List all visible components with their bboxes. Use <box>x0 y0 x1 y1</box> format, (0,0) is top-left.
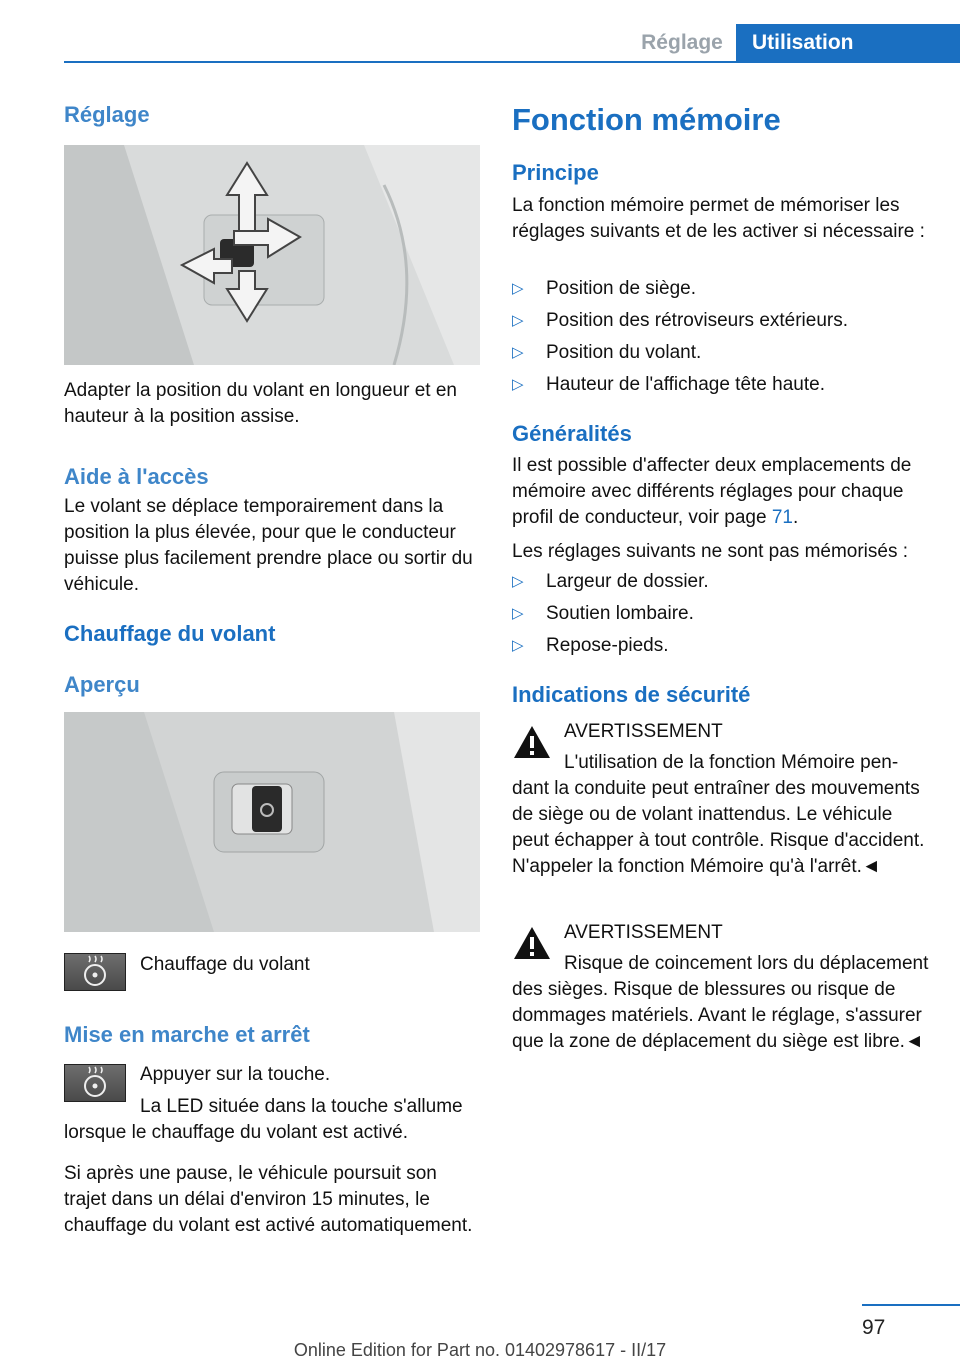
heating-button-photo <box>64 712 480 932</box>
page-number: 97 <box>862 1316 886 1339</box>
header-rule <box>64 61 960 63</box>
footer-rule <box>862 1304 960 1306</box>
heating-button-illustration <box>64 712 480 932</box>
bullet-triangle-icon: ▷ <box>512 280 524 297</box>
heading-principe: Principe <box>512 160 599 185</box>
list-item: ▷ Position du volant. <box>512 340 928 372</box>
list-item: ▷ Repose-pieds. <box>512 633 928 665</box>
paragraph-pause: Si après une pause, le véhicule poursuit son trajet dans un délai d'environ 15 minutes, le chauffage du volant est activé automatiquement. <box>64 1163 473 1236</box>
list-not-memorised <box>512 569 928 665</box>
warning-2-text: Risque de coincement lors du déplacement des sièges. Risque de blessures ou risque de dommages matériels. Avant le réglage, s'assurer que la zone de déplacement du siège est libre.◄ <box>512 953 929 1052</box>
bullet-triangle-icon: ▷ <box>512 573 524 590</box>
paragraph-aide-acces: Le volant se déplace temporairement dans la position la plus élevée, pour que le conducteur puisse plus facilement prendre place ou sortir du véhicule. <box>64 496 473 595</box>
heading-mise-en-marche: Mise en marche et arrêt <box>64 1022 310 1047</box>
list-item: ▷ Largeur de dossier. <box>512 569 928 601</box>
bullet-triangle-icon: ▷ <box>512 605 524 622</box>
paragraph-generalites: Il est possible d'affecter deux emplacements de mémoire avec différents réglages pour chaque profil de conducteur, voir page 71. <box>512 455 912 528</box>
caption-reglage: Adapter la position du volant en longueur et en hauteur à la position assise. <box>64 380 457 427</box>
paragraph-non-memorises: Les réglages suivants ne sont pas mémorisés : <box>512 541 909 562</box>
paragraph-led: La LED située dans la touche s'allume lorsque le chauffage du volant est activé. <box>64 1096 463 1143</box>
warning-1-text: L'utilisation de la fonction Mémoire pendant la conduite peut entraîner des mouvements de siège ou de volant inattendus. Le véhicule peut échapper à tout contrôle. Risque d'accident. N'appeler la fonction Mémoire qu'à l'arrêt.◄ <box>512 752 925 877</box>
steering-column-adjust-photo <box>64 145 480 365</box>
bullet-triangle-icon: ▷ <box>512 344 524 361</box>
icon-caption-chauffage: Chauffage du volant <box>140 954 310 975</box>
heading-aide-acces: Aide à l'accès <box>64 464 209 489</box>
heading-chauffage-volant: Chauffage du volant <box>64 621 276 646</box>
bullet-triangle-icon: ▷ <box>512 637 524 654</box>
heading-generalites: Généralités <box>512 421 632 446</box>
page-link-71[interactable]: 71 <box>771 507 793 528</box>
paragraph-principe: La fonction mémoire permet de mémoriser les réglages suivants et de les activer si nécessaire : <box>512 195 925 242</box>
footer-edition: Online Edition for Part no. 01402978617 - II/17 <box>293 1340 667 1360</box>
bullet-triangle-icon: ▷ <box>512 312 524 329</box>
heading-fonction-memoire: Fonction mémoire <box>512 102 781 137</box>
list-item: ▷ Hauteur de l'affichage tête haute. <box>512 372 928 404</box>
paragraph-appuyer: Appuyer sur la touche. <box>140 1064 331 1085</box>
list-memorised-settings <box>512 276 928 404</box>
heading-reglage: Réglage <box>64 102 150 127</box>
list-item: ▷ Position de siège. <box>512 276 928 308</box>
list-item: ▷ Soutien lombaire. <box>512 601 928 633</box>
list-item: ▷ Position des rétroviseurs extérieurs. <box>512 308 928 340</box>
heading-apercu: Aperçu <box>64 672 140 697</box>
warning-1-title: AVERTISSEMENT <box>564 721 723 742</box>
heading-securite: Indications de sécurité <box>512 682 751 707</box>
warning-2-title: AVERTISSEMENT <box>564 922 723 943</box>
tab-reglage[interactable]: Réglage <box>641 31 723 54</box>
adjust-lever-illustration <box>64 145 480 365</box>
steering-heat-icon <box>64 953 126 991</box>
bullet-triangle-icon: ▷ <box>512 376 524 393</box>
tab-utilisation[interactable]: Utilisation <box>736 24 960 62</box>
